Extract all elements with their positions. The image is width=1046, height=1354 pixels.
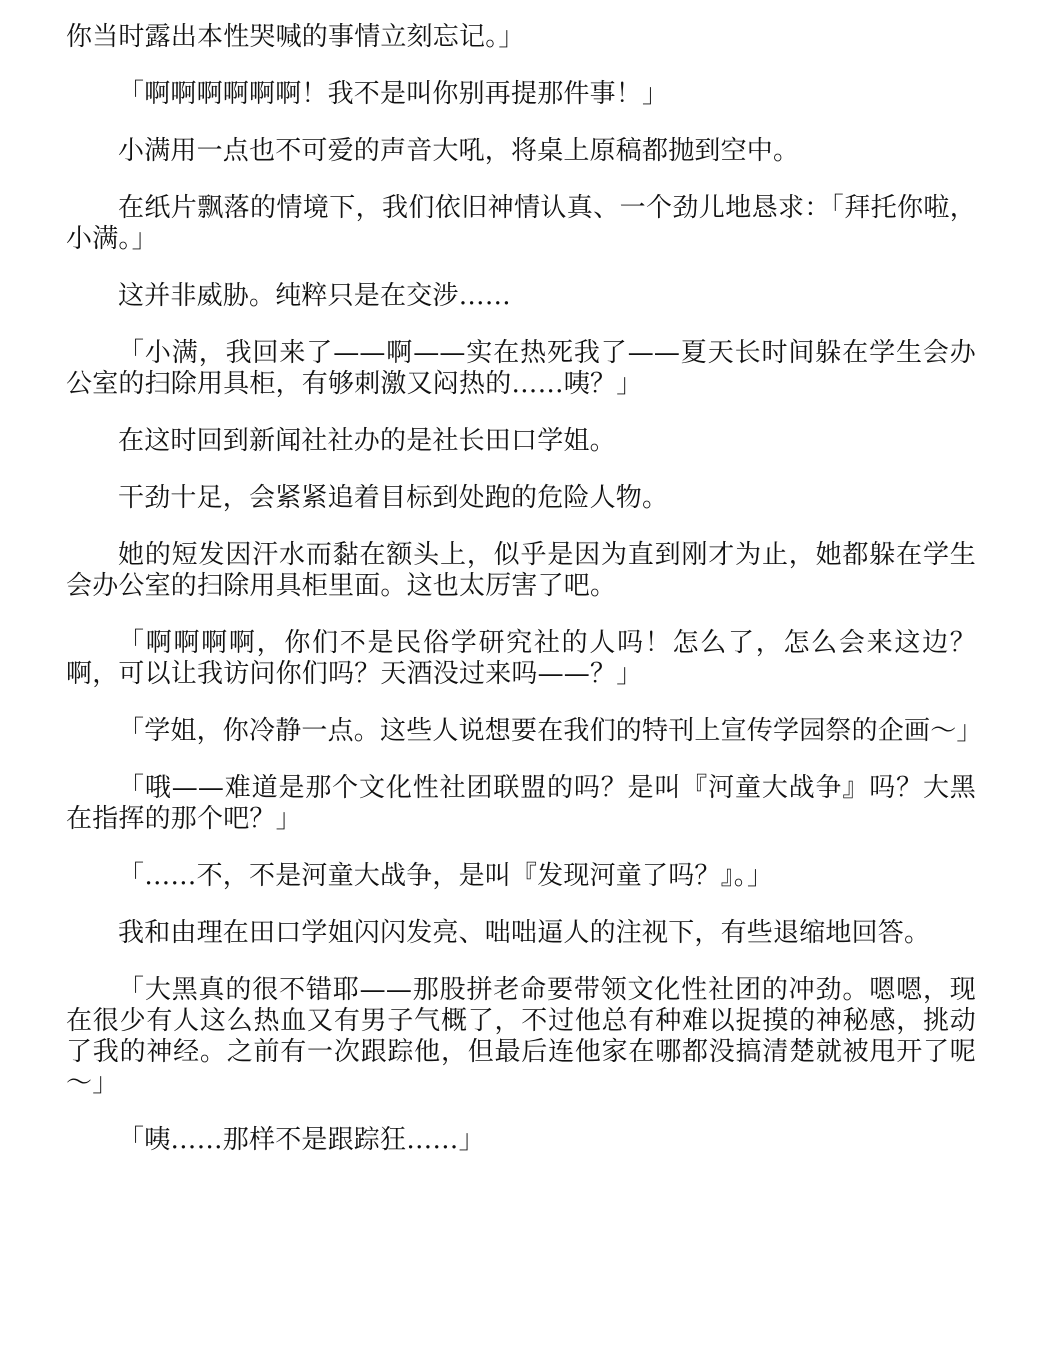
paragraph: 「小满，我回来了——啊——实在热死我了——夏天长时间躲在学生会办公室的扫除用具柜，有够刺激又闷热的……咦？」 (66, 338, 976, 399)
paragraph: 「大黑真的很不错耶——那股拼老命要带领文化性社团的冲劲。嗯嗯，现在很少有人这么热血又有男子气概了，不过他总有种难以捉摸的神秘感，挑动了我的神经。之前有一次跟踪他，但最后连他家在哪都没搞清楚就被甩开了呢～」 (66, 975, 976, 1098)
document-page (66, 22, 983, 1182)
paragraph: 「哦——难道是那个文化性社团联盟的吗？是叫『河童大战争』吗？大黑在指挥的那个吧？」 (66, 773, 976, 834)
paragraph: 「啊啊啊啊，你们不是民俗学研究社的人吗！怎么了，怎么会来这边？啊，可以让我访问你们吗？天酒没过来吗——？」 (66, 628, 976, 689)
paragraph: 我和由理在田口学姐闪闪发亮、咄咄逼人的注视下，有些退缩地回答。 (118, 918, 931, 948)
paragraph: 她的短发因汗水而黏在额头上，似乎是因为直到刚才为止，她都躲在学生会办公室的扫除用具柜里面。这也太厉害了吧。 (66, 540, 976, 601)
paragraph: 小满用一点也不可爱的声音大吼，将桌上原稿都抛到空中。 (118, 136, 800, 166)
paragraph: 这并非威胁。纯粹只是在交涉…… (118, 281, 512, 311)
paragraph: 「咦……那样不是跟踪狂……」 (118, 1125, 485, 1155)
paragraph-continuation: 你当时露出本性哭喊的事情立刻忘记。」 (66, 22, 525, 52)
paragraph: 「……不，不是河童大战争，是叫『发现河童了吗？』。」 (118, 861, 774, 891)
paragraph: 在这时回到新闻社社办的是社长田口学姐。 (118, 426, 616, 456)
paragraph: 干劲十足，会紧紧追着目标到处跑的危险人物。 (118, 483, 669, 513)
paragraph: 「学姐，你冷静一点。这些人说想要在我们的特刊上宣传学园祭的企画～」 (118, 716, 983, 746)
paragraph: 「啊啊啊啊啊啊！我不是叫你别再提那件事！」 (118, 79, 669, 109)
paragraph: 在纸片飘落的情境下，我们依旧神情认真、一个劲儿地恳求：「拜托你啦，小满。」 (66, 193, 976, 254)
